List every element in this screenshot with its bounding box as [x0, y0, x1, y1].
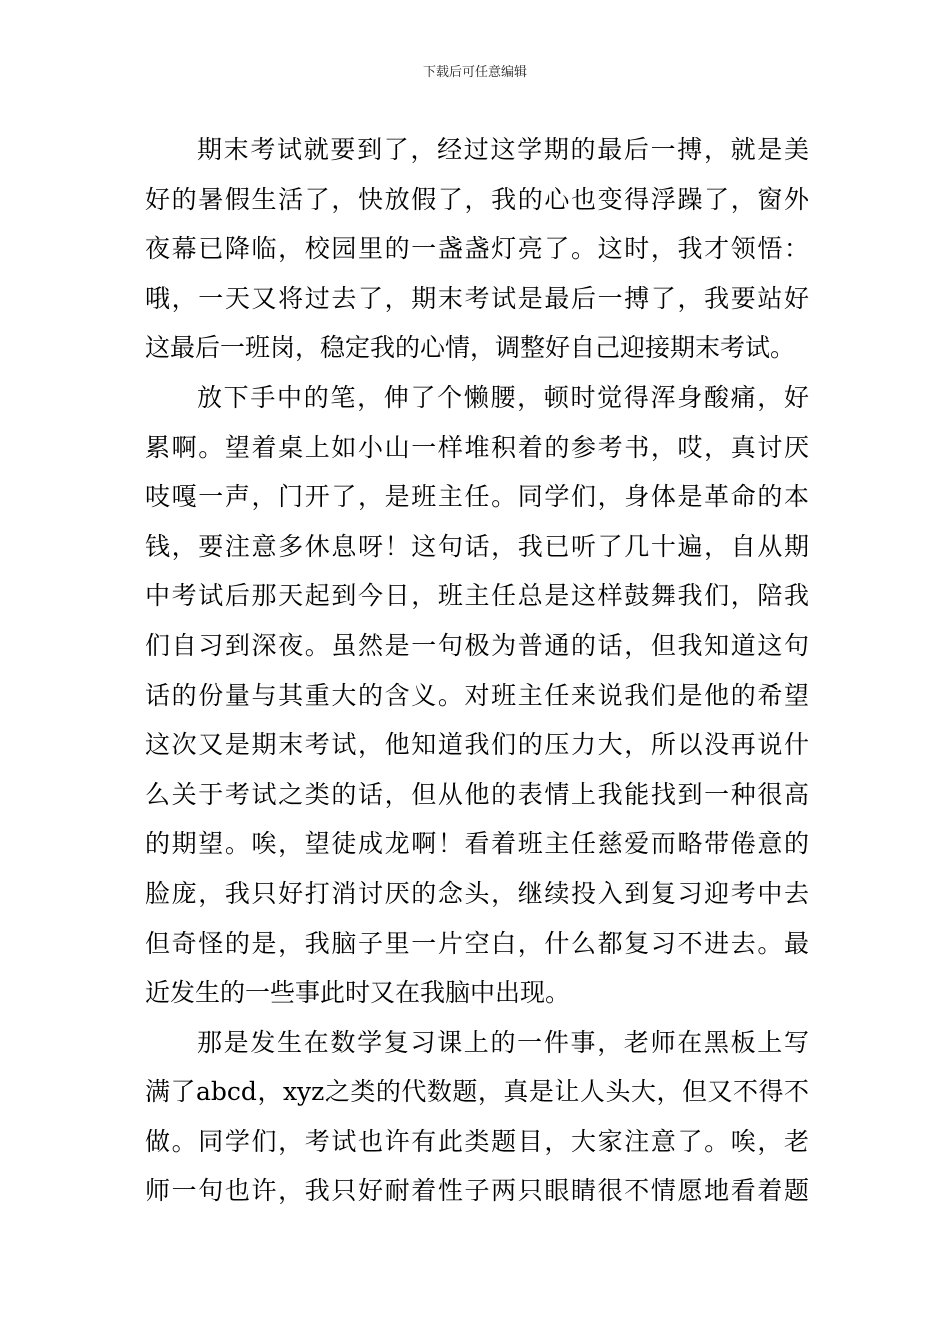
text-line: 这最后一班岗，稳定我的心情，调整好自己迎接期末考试。	[145, 333, 796, 363]
text-line: 做。同学们，考试也许有此类题目，大家注意了。唉，老	[145, 1126, 809, 1156]
text-line: 但奇怪的是，我脑子里一片空白，什么都复习不进去。最	[145, 928, 809, 958]
text-line: 师一句也许，我只好耐着性子两只眼睛很不情愿地看着题	[145, 1176, 809, 1206]
text-line: 近发生的一些事此时又在我脑中出现。	[145, 978, 571, 1008]
text-line: 哦，一天又将过去了，期末考试是最后一搏了，我要站好	[145, 283, 809, 313]
text-line: 放下手中的笔，伸了个懒腰，顿时觉得浑身酸痛，好	[197, 382, 809, 412]
text-line: 们自习到深夜。虽然是一句极为普通的话，但我知道这句	[145, 630, 809, 660]
text-line: 那是发生在数学复习课上的一件事，老师在黑板上写	[197, 1027, 809, 1057]
text-line: 这次又是期末考试，他知道我们的压力大，所以没再说什	[145, 730, 809, 760]
text-line: 累啊。望着桌上如小山一样堆积着的参考书，哎，真讨厌	[145, 432, 809, 462]
text-line: 么关于考试之类的话，但从他的表情上我能找到一种很高	[145, 779, 809, 809]
paragraph-3	[145, 1018, 809, 1216]
text-line: 的期望。唉，望徒成龙啊！看着班主任慈爱而略带倦意的	[145, 829, 809, 859]
paragraph-1	[145, 125, 809, 373]
paragraph-2	[145, 373, 809, 1018]
text-line: 吱嘎一声，门开了，是班主任。同学们，身体是革命的本	[145, 482, 809, 512]
text-line: 夜幕已降临，校园里的一盏盏灯亮了。这时，我才领悟：	[145, 234, 809, 264]
text-line: 中考试后那天起到今日，班主任总是这样鼓舞我们，陪我	[145, 581, 809, 611]
text-line: 脸庞，我只好打消讨厌的念头，继续投入到复习迎考中去	[145, 878, 809, 908]
text-line: 期末考试就要到了，经过这学期的最后一搏，就是美	[197, 135, 809, 164]
text-line: 好的暑假生活了，快放假了，我的心也变得浮躁了，窗外	[145, 184, 809, 214]
text-line: 满了abcd，xyz之类的代数题，真是让人头大，但又不得不	[145, 1077, 809, 1107]
text-line: 话的份量与其重大的含义。对班主任来说我们是他的希望	[145, 680, 809, 710]
document-body	[145, 125, 809, 1216]
page-header: 下载后可任意编辑	[422, 65, 527, 80]
text-line: 钱，要注意多休息呀！这句话，我已听了几十遍，自从期	[145, 531, 809, 561]
